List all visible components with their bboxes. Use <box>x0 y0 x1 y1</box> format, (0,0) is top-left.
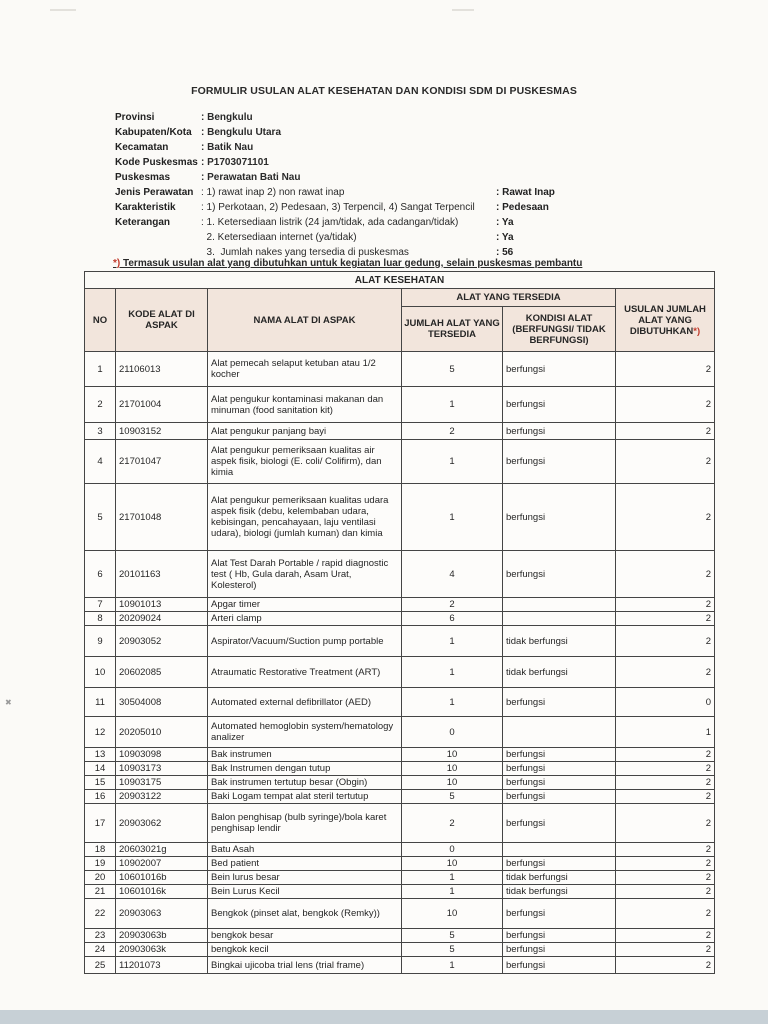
row-kode: 10903152 <box>116 423 208 440</box>
row-kode: 10903098 <box>116 748 208 762</box>
row-usulan: 2 <box>616 598 715 612</box>
row-kode: 20903063b <box>116 929 208 943</box>
row-usulan: 2 <box>616 857 715 871</box>
row-kondisi: berfungsi <box>503 790 616 804</box>
row-jumlah: 1 <box>402 885 503 899</box>
row-no: 5 <box>85 484 116 551</box>
row-kode: 10601016b <box>116 871 208 885</box>
row-usulan: 2 <box>616 612 715 626</box>
table-row <box>85 423 715 440</box>
row-kode: 11201073 <box>116 957 208 974</box>
row-nama: Bengkok (pinset alat, bengkok (Remky)) <box>208 899 402 929</box>
table-row <box>85 762 715 776</box>
row-nama: Alat pemecah selaput ketuban atau 1/2 kocher <box>208 352 402 387</box>
row-jumlah: 5 <box>402 943 503 957</box>
row-no: 20 <box>85 871 116 885</box>
row-kondisi: berfungsi <box>503 776 616 790</box>
row-usulan: 2 <box>616 957 715 974</box>
footnote <box>113 258 582 269</box>
row-nama: bengkok besar <box>208 929 402 943</box>
table-row <box>85 790 715 804</box>
row-jumlah: 4 <box>402 551 503 598</box>
row-no: 16 <box>85 790 116 804</box>
row-kode: 21701048 <box>116 484 208 551</box>
row-kondisi: berfungsi <box>503 387 616 423</box>
info-right-value: : Rawat Inap <box>496 187 555 198</box>
row-usulan: 2 <box>616 748 715 762</box>
header-group-row <box>85 289 715 307</box>
row-no: 17 <box>85 804 116 843</box>
row-kode: 20903122 <box>116 790 208 804</box>
scan-artifact-dash <box>50 9 76 11</box>
row-jumlah: 5 <box>402 929 503 943</box>
row-nama: Alat pengukur pemeriksaan kualitas udara aspek fisik (debu, kelembaban udara, kebisingan, pencahayaan, laju ventilasi udara), biologi (jumlah kuman) dan kimia <box>208 484 402 551</box>
row-usulan: 2 <box>616 440 715 484</box>
row-nama: Arteri clamp <box>208 612 402 626</box>
row-kode: 10901013 <box>116 598 208 612</box>
row-kondisi <box>503 717 616 748</box>
row-usulan: 2 <box>616 943 715 957</box>
row-kode: 20205010 <box>116 717 208 748</box>
info-line <box>115 140 475 155</box>
row-no: 19 <box>85 857 116 871</box>
row-no: 7 <box>85 598 116 612</box>
row-usulan: 2 <box>616 885 715 899</box>
row-kode: 20903052 <box>116 626 208 657</box>
row-kondisi: berfungsi <box>503 748 616 762</box>
row-nama: Automated external defibrillator (AED) <box>208 688 402 717</box>
info-line <box>115 230 514 245</box>
table-row <box>85 857 715 871</box>
info-line <box>115 125 475 140</box>
row-kondisi: tidak berfungsi <box>503 626 616 657</box>
row-kode: 21106013 <box>116 352 208 387</box>
row-usulan: 2 <box>616 387 715 423</box>
row-no: 13 <box>85 748 116 762</box>
row-kondisi: berfungsi <box>503 857 616 871</box>
row-jumlah: 1 <box>402 688 503 717</box>
table-row <box>85 440 715 484</box>
footnote-marker: *) <box>113 258 123 269</box>
table-row <box>85 352 715 387</box>
row-usulan: 2 <box>616 352 715 387</box>
table-row <box>85 688 715 717</box>
row-jumlah: 1 <box>402 657 503 688</box>
header-kode: KODE ALAT DI ASPAK <box>116 289 208 352</box>
row-usulan: 2 <box>616 657 715 688</box>
info-label: Provinsi <box>115 112 155 123</box>
row-nama: Alat pengukur pemeriksaan kualitas air aspek fisik, biologi (E. coli/ Colifirm), dan kimia <box>208 440 402 484</box>
row-usulan: 2 <box>616 551 715 598</box>
info-value: 2. Ketersediaan internet (ya/tidak) <box>201 232 357 243</box>
row-kondisi: berfungsi <box>503 423 616 440</box>
info-line <box>115 110 475 125</box>
row-no: 15 <box>85 776 116 790</box>
info-value: 3. Jumlah nakes yang tersedia di puskesmas <box>201 247 409 258</box>
row-no: 1 <box>85 352 116 387</box>
row-kode: 30504008 <box>116 688 208 717</box>
scan-artifact-mark: ✖ <box>5 698 12 707</box>
row-usulan: 2 <box>616 423 715 440</box>
table-row <box>85 943 715 957</box>
info-value: : 1) Perkotaan, 2) Pedesaan, 3) Terpencil, 4) Sangat Terpencil <box>201 202 475 213</box>
info-right-value: : Ya <box>496 232 514 243</box>
info-label: Kode Puskesmas <box>115 157 198 168</box>
row-usulan: 2 <box>616 929 715 943</box>
info-value: : P1703071101 <box>201 157 269 168</box>
row-usulan: 2 <box>616 804 715 843</box>
row-jumlah: 10 <box>402 857 503 871</box>
section-title: ALAT KESEHATAN <box>85 272 715 289</box>
info-line <box>115 200 549 215</box>
row-nama: Bak instrumen tertutup besar (Obgin) <box>208 776 402 790</box>
row-nama: Bein lurus besar <box>208 871 402 885</box>
info-label: Keterangan <box>115 217 171 228</box>
row-jumlah: 10 <box>402 776 503 790</box>
table-row <box>85 804 715 843</box>
row-no: 21 <box>85 885 116 899</box>
row-nama: Bak Instrumen dengan tutup <box>208 762 402 776</box>
info-line <box>115 185 555 200</box>
header-usulan: USULAN JUMLAH ALAT YANG DIBUTUHKAN*) <box>616 289 715 352</box>
scan-artifact-dash <box>452 9 474 11</box>
row-kode: 21701004 <box>116 387 208 423</box>
row-nama: Baki Logam tempat alat steril tertutup <box>208 790 402 804</box>
table-row <box>85 598 715 612</box>
row-kode: 10903175 <box>116 776 208 790</box>
row-jumlah: 2 <box>402 598 503 612</box>
row-kondisi: berfungsi <box>503 762 616 776</box>
row-jumlah: 2 <box>402 804 503 843</box>
row-kode: 21701047 <box>116 440 208 484</box>
row-nama: Alat pengukur kontaminasi makanan dan minuman (food sanitation kit) <box>208 387 402 423</box>
info-value: : Bengkulu <box>201 112 253 123</box>
info-right-value: : Pedesaan <box>496 202 549 213</box>
table-row <box>85 929 715 943</box>
table-row <box>85 748 715 762</box>
row-jumlah: 1 <box>402 387 503 423</box>
table-row <box>85 657 715 688</box>
row-kondisi: berfungsi <box>503 957 616 974</box>
info-value: : Perawatan Bati Nau <box>201 172 301 183</box>
row-no: 18 <box>85 843 116 857</box>
row-jumlah: 0 <box>402 843 503 857</box>
info-right-value: : 56 <box>496 247 514 258</box>
header-jumlah: JUMLAH ALAT YANG TERSEDIA <box>402 307 503 352</box>
row-jumlah: 10 <box>402 748 503 762</box>
row-kondisi: berfungsi <box>503 352 616 387</box>
info-right-value: : Ya <box>496 217 514 228</box>
row-kondisi: berfungsi <box>503 804 616 843</box>
row-kondisi <box>503 598 616 612</box>
header-no: NO <box>85 289 116 352</box>
header-usulan-marker: *) <box>693 325 701 337</box>
row-kondisi: tidak berfungsi <box>503 657 616 688</box>
table-row <box>85 899 715 929</box>
table-row <box>85 843 715 857</box>
info-label: Kabupaten/Kota <box>115 127 192 138</box>
row-jumlah: 2 <box>402 423 503 440</box>
table-row <box>85 626 715 657</box>
header-tersedia-group: ALAT YANG TERSEDIA <box>402 289 616 307</box>
row-nama: Batu Asah <box>208 843 402 857</box>
row-jumlah: 1 <box>402 957 503 974</box>
row-kode: 20903063k <box>116 943 208 957</box>
row-no: 2 <box>85 387 116 423</box>
row-usulan: 2 <box>616 871 715 885</box>
info-line <box>115 215 514 230</box>
row-jumlah: 0 <box>402 717 503 748</box>
row-usulan: 2 <box>616 626 715 657</box>
row-nama: Alat pengukur panjang bayi <box>208 423 402 440</box>
row-kondisi <box>503 843 616 857</box>
row-jumlah: 5 <box>402 790 503 804</box>
row-nama: Bingkai ujicoba trial lens (trial frame) <box>208 957 402 974</box>
row-jumlah: 1 <box>402 871 503 885</box>
row-usulan: 1 <box>616 717 715 748</box>
row-no: 14 <box>85 762 116 776</box>
row-kondisi <box>503 612 616 626</box>
row-kode: 20101163 <box>116 551 208 598</box>
scanner-bottom-band <box>0 1010 768 1024</box>
row-nama: Automated hemoglobin system/hematology analizer <box>208 717 402 748</box>
row-no: 24 <box>85 943 116 957</box>
row-kondisi: berfungsi <box>503 484 616 551</box>
row-usulan: 2 <box>616 843 715 857</box>
row-no: 4 <box>85 440 116 484</box>
row-jumlah: 10 <box>402 762 503 776</box>
row-no: 23 <box>85 929 116 943</box>
info-value: : 1. Ketersediaan listrik (24 jam/tidak, ada cadangan/tidak) <box>201 217 459 228</box>
info-value: : Batik Nau <box>201 142 254 153</box>
row-usulan: 2 <box>616 762 715 776</box>
row-kode: 20903063 <box>116 899 208 929</box>
table-row <box>85 612 715 626</box>
header-kondisi: KONDISI ALAT (BERFUNGSI/ TIDAK BERFUNGSI) <box>503 307 616 352</box>
row-jumlah: 1 <box>402 484 503 551</box>
row-jumlah: 10 <box>402 899 503 929</box>
info-label: Kecamatan <box>115 142 169 153</box>
row-no: 10 <box>85 657 116 688</box>
row-nama: Bak instrumen <box>208 748 402 762</box>
info-label: Puskesmas <box>115 172 171 183</box>
row-kondisi: berfungsi <box>503 688 616 717</box>
row-nama: Aspirator/Vacuum/Suction pump portable <box>208 626 402 657</box>
row-kondisi: tidak berfungsi <box>503 871 616 885</box>
table-row <box>85 871 715 885</box>
row-kode: 10902007 <box>116 857 208 871</box>
row-no: 8 <box>85 612 116 626</box>
row-usulan: 2 <box>616 776 715 790</box>
row-no: 25 <box>85 957 116 974</box>
row-nama: Bein Lurus Kecil <box>208 885 402 899</box>
table-row <box>85 551 715 598</box>
row-kondisi: berfungsi <box>503 899 616 929</box>
row-no: 3 <box>85 423 116 440</box>
row-kode: 20209024 <box>116 612 208 626</box>
row-usulan: 2 <box>616 899 715 929</box>
row-usulan: 2 <box>616 484 715 551</box>
info-label: Jenis Perawatan <box>115 187 194 198</box>
section-title-row <box>85 272 715 289</box>
row-usulan: 0 <box>616 688 715 717</box>
row-kode: 10601016k <box>116 885 208 899</box>
row-usulan: 2 <box>616 790 715 804</box>
row-kode: 20603021g <box>116 843 208 857</box>
row-nama: bengkok kecil <box>208 943 402 957</box>
header-nama: NAMA ALAT DI ASPAK <box>208 289 402 352</box>
row-nama: Bed patient <box>208 857 402 871</box>
row-jumlah: 5 <box>402 352 503 387</box>
row-kondisi: berfungsi <box>503 440 616 484</box>
row-jumlah: 1 <box>402 626 503 657</box>
row-nama: Balon penghisap (bulb syringe)/bola karet penghisap lendir <box>208 804 402 843</box>
row-kondisi: berfungsi <box>503 929 616 943</box>
table-row <box>85 885 715 899</box>
row-nama: Apgar timer <box>208 598 402 612</box>
row-no: 6 <box>85 551 116 598</box>
table-row <box>85 484 715 551</box>
info-value: : 1) rawat inap 2) non rawat inap <box>201 187 345 198</box>
row-no: 22 <box>85 899 116 929</box>
alat-kesehatan-table <box>84 271 715 974</box>
info-block <box>115 110 555 260</box>
info-label: Karakteristik <box>115 202 176 213</box>
table-row <box>85 957 715 974</box>
info-line <box>115 155 475 170</box>
row-no: 11 <box>85 688 116 717</box>
document-title: FORMULIR USULAN ALAT KESEHATAN DAN KONDISI SDM DI PUSKESMAS <box>191 85 577 97</box>
row-nama: Alat Test Darah Portable / rapid diagnostic test ( Hb, Gula darah, Asam Urat, Kolesterol) <box>208 551 402 598</box>
table-body <box>85 352 715 974</box>
row-kode: 20602085 <box>116 657 208 688</box>
footnote-text: Termasuk usulan alat yang dibutuhkan untuk kegiatan luar gedung, selain puskesmas pembantu <box>123 258 583 269</box>
row-kondisi: berfungsi <box>503 943 616 957</box>
row-kondisi: tidak berfungsi <box>503 885 616 899</box>
row-kode: 10903173 <box>116 762 208 776</box>
row-kode: 20903062 <box>116 804 208 843</box>
table-row <box>85 387 715 423</box>
table-row <box>85 717 715 748</box>
row-no: 9 <box>85 626 116 657</box>
row-nama: Atraumatic Restorative Treatment (ART) <box>208 657 402 688</box>
row-jumlah: 1 <box>402 440 503 484</box>
row-no: 12 <box>85 717 116 748</box>
info-line <box>115 170 475 185</box>
row-kondisi: berfungsi <box>503 551 616 598</box>
row-jumlah: 6 <box>402 612 503 626</box>
table-row <box>85 776 715 790</box>
info-value: : Bengkulu Utara <box>201 127 282 138</box>
